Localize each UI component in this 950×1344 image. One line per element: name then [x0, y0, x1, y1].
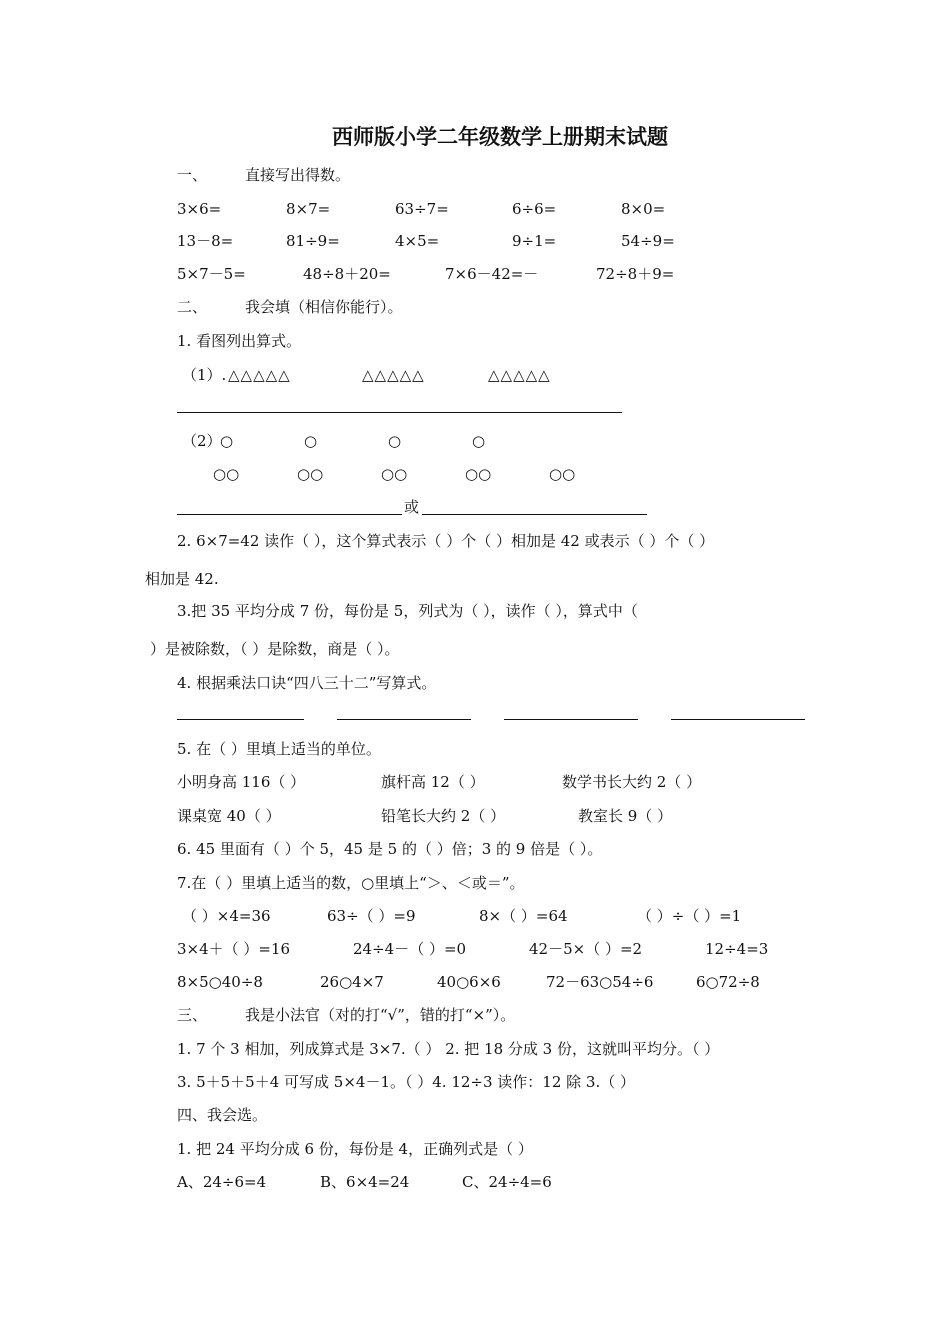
- question-6: 6. 45 里面有（ ）个 5，45 是 5 的（ ）倍；3 的 9 倍是（ ）。: [177, 840, 603, 858]
- circle-pair: ○○: [549, 465, 576, 483]
- judge-line: 1. 7 个 3 相加，列成算式是 3×7.（ ） 2. 把 18 分成 3 份，这就叫平均分。（ ）: [177, 1040, 720, 1058]
- circle-mark: ○: [220, 432, 234, 450]
- calc-item: 4×5=: [395, 232, 440, 250]
- question-5: 5. 在（ ）里填上适当的单位。: [177, 740, 381, 758]
- answer-line: [177, 412, 622, 413]
- fill-item: （ ）×4=36: [182, 907, 271, 925]
- circle-pair: ○○: [465, 465, 492, 483]
- circle-mark: ○: [304, 432, 318, 450]
- compare-item: 8×5○40÷8: [177, 973, 263, 991]
- unit-item: 旗杆高 12（ ）: [381, 773, 485, 791]
- question-7: 7.在（ ）里填上适当的数，○里填上“＞、＜或＝”。: [177, 874, 525, 892]
- fill-item: （ ）÷（ ）=1: [637, 907, 742, 925]
- section2-number: 二、: [177, 298, 208, 316]
- circle-mark: ○: [472, 432, 486, 450]
- answer-line: [337, 719, 471, 720]
- section1-heading: 直接写出得数。: [245, 166, 351, 184]
- section4-heading: 四、我会选。: [177, 1106, 268, 1124]
- calc-item: 9÷1=: [512, 232, 557, 250]
- calc-item: 63÷7=: [395, 200, 449, 218]
- section3-heading: 我是小法官（对的打“√”，错的打“×”）。: [245, 1006, 516, 1024]
- circle-mark: ○: [388, 432, 402, 450]
- choice-option-c: C、24÷4=6: [462, 1173, 552, 1191]
- calc-item: 7×6－42=－: [445, 265, 539, 283]
- calc-item: 8×0=: [621, 200, 666, 218]
- calc-item: 8×7=: [286, 200, 331, 218]
- calc-item: 81÷9=: [286, 232, 340, 250]
- triangle-group: △△△△△: [488, 366, 551, 384]
- section3-number: 三、: [177, 1006, 208, 1024]
- answer-line: [177, 719, 304, 720]
- section1-number: 一、: [177, 166, 208, 184]
- part2-label: （2）: [182, 432, 222, 450]
- compare-item: 6○72÷8: [696, 973, 760, 991]
- question-3: 3.把 35 平均分成 7 份，每份是 5，列式为（ ），读作（ ），算式中（: [177, 602, 638, 620]
- circle-pair: ○○: [297, 465, 324, 483]
- or-label: 或: [404, 498, 420, 516]
- question-4: 4. 根据乘法口诀“四八三十二”写算式。: [177, 674, 437, 692]
- calc-item: 48÷8＋20=: [303, 265, 391, 283]
- fill-item: 42－5×（ ）=2: [529, 940, 643, 958]
- fill-item: 8×（ ）=64: [479, 907, 568, 925]
- answer-line: [177, 514, 402, 515]
- fill-item: 24÷4－（ ）=0: [353, 940, 467, 958]
- part1-label: （1）.: [182, 366, 227, 384]
- question-3-cont: ）是被除数，（ ）是除数，商是（ ）。: [150, 640, 400, 658]
- answer-line: [671, 719, 805, 720]
- calc-item: 72÷8＋9=: [596, 265, 675, 283]
- answer-line: [504, 719, 638, 720]
- calc-item: 54÷9=: [621, 232, 675, 250]
- judge-line: 3. 5＋5＋5＋4 可写成 5×4－1。（ ）4. 12÷3 读作：12 除 3.（ ）: [177, 1073, 636, 1091]
- choice-option-a: A、24÷6=4: [177, 1173, 267, 1191]
- answer-line: [422, 514, 647, 515]
- page-title: 西师版小学二年级数学上册期末试题: [332, 124, 668, 149]
- question-1: 1. 看图列出算式。: [177, 332, 302, 350]
- fill-item: 3×4＋（ ）=16: [177, 940, 291, 958]
- unit-item: 小明身高 116（ ）: [177, 773, 306, 791]
- choice-option-b: B、6×4=24: [320, 1173, 410, 1191]
- unit-item: 教室长 9（ ）: [578, 807, 673, 825]
- circle-pair: ○○: [381, 465, 408, 483]
- calc-item: 6÷6=: [512, 200, 557, 218]
- triangle-group: △△△△△: [228, 366, 291, 384]
- question-2: 2. 6×7=42 读作（ ），这个算式表示（ ）个（ ）相加是 42 或表示（ ）个（ ）: [177, 532, 715, 550]
- question-2-cont: 相加是 42.: [145, 570, 219, 588]
- circle-pair: ○○: [213, 465, 240, 483]
- calc-item: 3×6=: [177, 200, 222, 218]
- unit-item: 课桌宽 40（ ）: [177, 807, 281, 825]
- triangle-group: △△△△△: [362, 366, 425, 384]
- fill-item: 63÷（ ）=9: [327, 907, 416, 925]
- choice-question: 1. 把 24 平均分成 6 份，每份是 4，正确列式是（ ）: [177, 1140, 533, 1158]
- section2-heading: 我会填（相信你能行）。: [245, 298, 403, 316]
- unit-item: 数学书长大约 2（ ）: [562, 773, 702, 791]
- fill-item: 12÷4=3: [705, 940, 769, 958]
- compare-item: 72－63○54÷6: [546, 973, 654, 991]
- compare-item: 26○4×7: [320, 973, 384, 991]
- calc-item: 5×7－5=: [177, 265, 246, 283]
- compare-item: 40○6×6: [437, 973, 501, 991]
- calc-item: 13－8=: [177, 232, 234, 250]
- unit-item: 铅笔长大约 2（ ）: [381, 807, 506, 825]
